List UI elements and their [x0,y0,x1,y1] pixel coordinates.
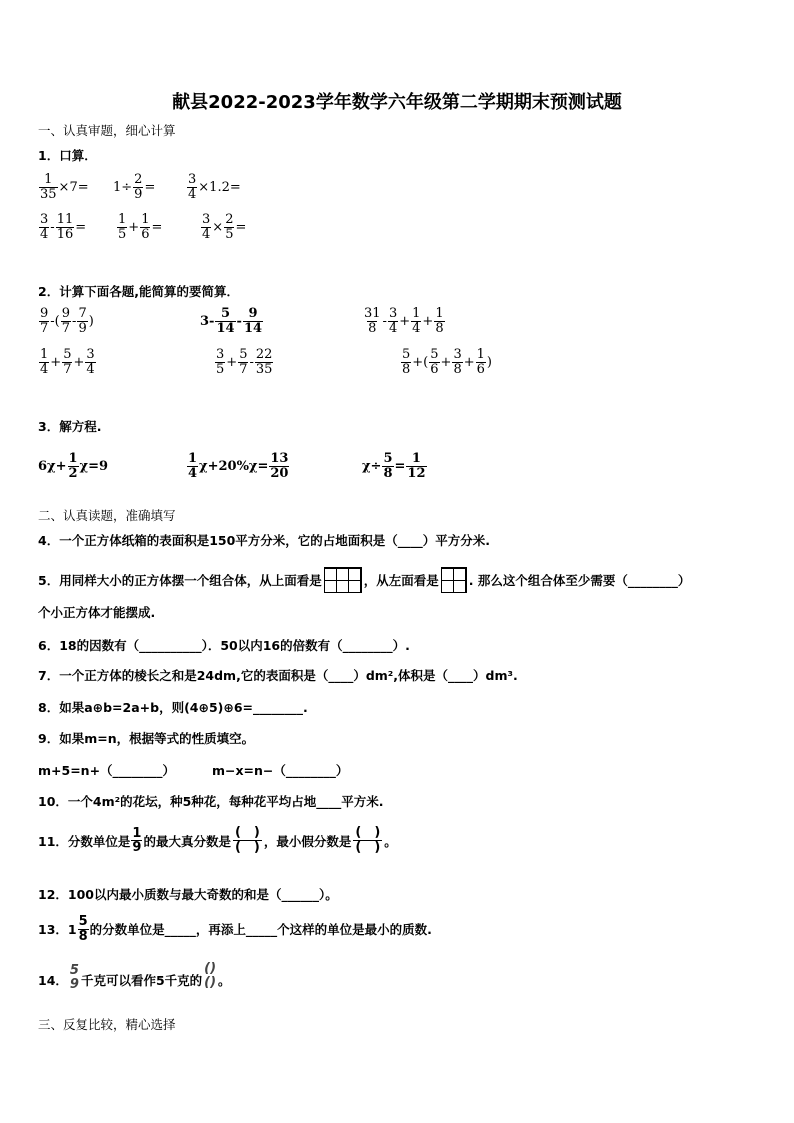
q2-expr-3: $\frac{31}{8}$ - $\frac{3}{4}$ + $\frac{1}{4}$ + $\frac{1}{8}$ [364,306,444,336]
question-9-line-2: m−x=n−（________） [212,763,349,778]
question-14: 14． 5 9 千克可以看作5千克的 () () 。 [38,961,231,992]
q2-expr-5: $\frac{3}{5}$ + $\frac{5}{7}$ - $\frac{22}{35}$ [216,347,273,377]
question-5-continued: 个小正方体才能摆成. [38,605,156,620]
question-11: 11．分数单位是 $\frac{1}{9}$ 的最大真分数是 ( ) ( ) ，最小假分数是 ( ) ( ) 。 [38,825,397,856]
section-heading-2: 二、认真读题，准确填写 [38,508,176,523]
q1-item-2: 1÷ $\frac{2}{9}$ = [113,172,156,202]
answer-blank-fraction-2[interactable]: ( ) ( ) [355,825,381,856]
question-12: 12．100以内最小质数与最大奇数的和是（______）。 [38,887,338,902]
top-view-diagram [324,567,362,593]
left-view-diagram [441,567,467,593]
q3-equation-2: $\frac{1}{4}$ χ+20%χ= $\frac{13}{20}$ [188,451,289,481]
question-13: 13．1 $\frac{5}{8}$ 的分数单位是_____，再添上_____个这样的单位是最小的质数. [38,914,432,944]
question-6: 6．18的因数有（__________）．50以内16的倍数有（________）. [38,638,410,653]
q1-item-3: $\frac{3}{4}$ ×1.2= [188,172,241,202]
q2-expr-4: $\frac{1}{4}$ + $\frac{5}{7}$ + $\frac{3}{4}$ [40,347,95,377]
question-9-label: 9．如果m=n，根据等式的性质填空。 [38,731,255,746]
question-7: 7．一个正方体的棱长之和是24dm,它的表面积是（____）dm²,体积是（____）dm³. [38,668,518,683]
q2-expr-1: $\frac{9}{7}$ -( $\frac{9}{7}$ - $\frac{7}{9}$ ) [40,306,94,336]
q2-expr-6: $\frac{5}{8}$ +( $\frac{5}{6}$ + $\frac{3}{8}$ + $\frac{1}{6}$ ) [402,347,492,377]
section-heading-3: 三、反复比较，精心选择 [38,1017,176,1032]
question-4: 4．一个正方体纸箱的表面积是150平方分米，它的占地面积是（____）平方分米. [38,533,491,548]
q1-item-1: $\frac{1}{35}$ ×7= [40,172,89,202]
section-heading-1: 一、认真审题，细心计算 [38,123,176,138]
question-3-label: 3．解方程. [38,419,102,434]
q1-item-6: $\frac{3}{4}$ × $\frac{2}{5}$ = [202,212,247,242]
q1-item-5: $\frac{1}{5}$ + $\frac{1}{6}$ = [118,212,163,242]
question-1-label: 1．口算． [38,148,97,163]
page-title: 献县2022-2023学年数学六年级第二学期期末预测试题 [172,92,622,113]
q3-equation-1: 6χ+ $\frac{1}{2}$ χ=9 [38,451,109,481]
answer-blank-fraction-1[interactable]: ( ) ( ) [234,825,260,856]
question-5: 5．用同样大小的正方体摆一个组合体，从上面看是 ，从左面看是 . 那么这个组合体至少需要（________） [38,567,690,593]
q2-expr-2: 3- $\frac{5}{14}$ - $\frac{9}{14}$ [200,306,263,336]
question-9-line-1: m+5=n+（________） [38,763,176,778]
question-2-label: 2．计算下面各题,能简算的要简算． [38,284,239,299]
question-8: 8．如果a⊕b=2a+b，则(4⊕5)⊕6=________. [38,700,308,715]
q3-equation-3: χ÷ $\frac{5}{8}$ = $\frac{1}{12}$ [362,451,426,481]
q1-item-4: $\frac{3}{4}$ - $\frac{11}{16}$ = [40,212,87,242]
question-10: 10．一个4m²的花坛，种5种花，每种花平均占地____平方米. [38,794,384,809]
